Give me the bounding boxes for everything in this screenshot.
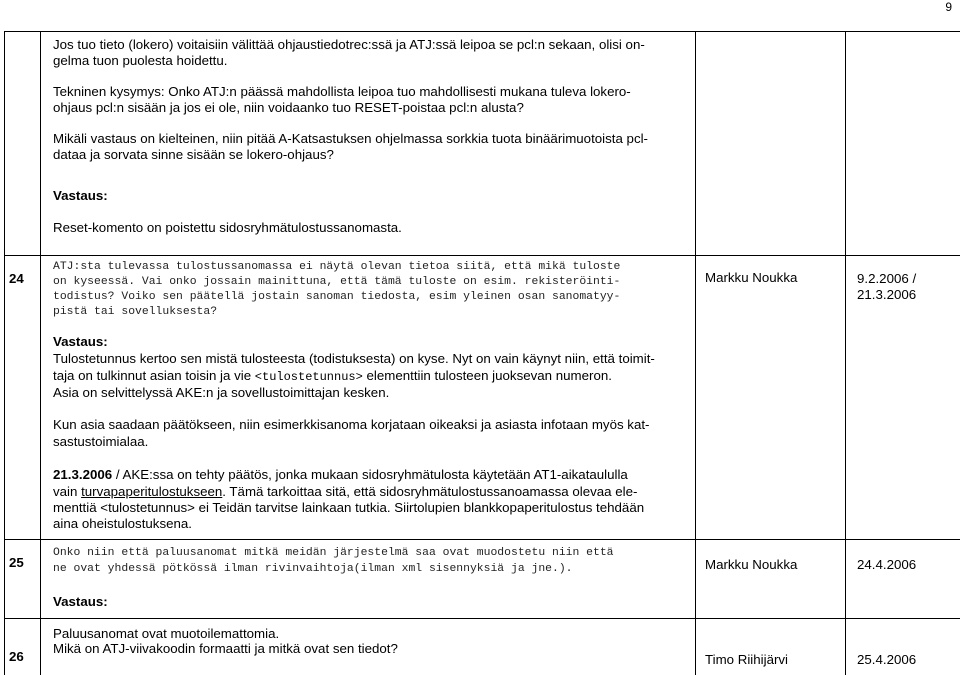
row-25-answer-label: Vastaus: bbox=[53, 594, 108, 609]
column-divider-question bbox=[695, 31, 696, 675]
row-25-question-line-1: Onko niin että paluusanomat mitkä meidän järjestelmä saa ovat muodostetu niin että bbox=[53, 547, 614, 559]
row-24-answer-line-2-pre: taja on tulkinnut asian toisin ja vie bbox=[53, 368, 255, 383]
row-24-person: Markku Noukka bbox=[705, 270, 798, 285]
column-divider-number bbox=[40, 31, 41, 675]
top-answer: Reset-komento on poistettu sidosryhmätulostussanomasta. bbox=[53, 220, 402, 235]
row-24-answer-3-line-2-pre: vain bbox=[53, 484, 82, 499]
row-24-question-line-1: ATJ:sta tulevassa tulostussanomassa ei näytä olevan tietoa siitä, että mikä tuloste bbox=[53, 261, 621, 273]
row-25-number: 25 bbox=[9, 555, 24, 570]
page-number: 9 bbox=[945, 0, 952, 14]
table-left-border bbox=[4, 31, 5, 675]
row-24-answer-3-line-2-post: . Tämä tarkoittaa sitä, että sidosryhmätulostussanoamassa olevaa ele- bbox=[222, 484, 638, 499]
row-24-date-line-2: 21.3.2006 bbox=[857, 287, 917, 302]
row-24-answer-label: Vastaus: bbox=[53, 334, 108, 349]
top-paragraph-1-line-1: Jos tuo tieto (lokero) voitaisiin välittää ohjaustiedotrec:ssä ja ATJ:ssä leipoa se pcl:n sekaan, olisi on- bbox=[53, 37, 645, 52]
row-24-number: 24 bbox=[9, 271, 24, 286]
row-24-answer-3-line-2 bbox=[53, 483, 637, 500]
row-24-answer-2-line-2: sastustoimialaa. bbox=[53, 434, 149, 449]
row-24-answer-line-2-post: elementtiin tulosteen juoksevan numeron. bbox=[362, 368, 612, 383]
row-24-answer-3-date: 21.3.2006 bbox=[53, 467, 113, 482]
row-border-25 bbox=[4, 539, 960, 540]
row-25-person: Markku Noukka bbox=[705, 557, 798, 572]
row-24-answer-3-line-1 bbox=[53, 466, 628, 483]
row-25-answer: Paluusanomat ovat muotoilemattomia. bbox=[53, 626, 280, 641]
row-26-question: Mikä on ATJ-viivakoodin formaatti ja mitkä ovat sen tiedot? bbox=[53, 641, 398, 656]
row-border-24 bbox=[4, 255, 960, 256]
row-26-person: Timo Riihijärvi bbox=[705, 652, 788, 667]
top-paragraph-3-line-2: dataa ja sorvata sinne sisään se lokero-ohjaus? bbox=[53, 147, 334, 162]
top-paragraph-1-line-2: gelma tuon puolesta hoidettu. bbox=[53, 53, 228, 68]
top-paragraph-3-line-1: Mikäli vastaus on kielteinen, niin pitää A-Katsastuksen ohjelmassa sorkkia tuota binäärimuotoista pcl- bbox=[53, 131, 648, 146]
row-24-answer-3-line-4: aina oheistulostuksena. bbox=[53, 516, 192, 531]
column-divider-person bbox=[845, 31, 846, 675]
row-24-answer-2-line-1: Kun asia saadaan päätökseen, niin esimerkkisanoma korjataan oikeaksi ja asiasta infotaan myös kat- bbox=[53, 417, 650, 432]
top-paragraph-2-line-2: ohjaus pcl:n sisään ja jos ei ole, niin voidaanko tuo RESET-poistaa pcl:n alusta? bbox=[53, 100, 524, 115]
row-26-date: 25.4.2006 bbox=[857, 652, 917, 667]
row-25-question-line-2: ne ovat yhdessä pötkössä ilman rivinvaihtoja(ilman xml sisennyksiä ja jne.). bbox=[53, 563, 573, 575]
top-answer-label: Vastaus: bbox=[53, 188, 108, 203]
row-24-question-line-4: pistä tai sovelluksesta? bbox=[53, 306, 218, 318]
row-border-26 bbox=[4, 618, 960, 619]
row-24-answer-3-line-1-text: / AKE:ssa on tehty päätös, jonka mukaan sidosryhmätulosta käytetään AT1-aikataululla bbox=[112, 467, 628, 482]
row-24-answer-line-3: Asia on selvittelyssä AKE:n ja sovellustoimittajan kesken. bbox=[53, 385, 390, 400]
row-24-answer-code-tulostetunnus: <tulostetunnus> bbox=[254, 370, 363, 384]
row-24-date-line-1: 9.2.2006 / bbox=[857, 271, 917, 286]
top-paragraph-2-line-1: Tekninen kysymys: Onko ATJ:n päässä mahdollista leipoa tuo mahdollisesti mukana tuleva lokero- bbox=[53, 84, 631, 99]
row-24-answer-line-1: Tulostetunnus kertoo sen mistä tulosteesta (todistuksesta) on kyse. Nyt on vain käynyt niin, että toimit- bbox=[53, 351, 655, 366]
row-25-date: 24.4.2006 bbox=[857, 557, 917, 572]
row-24-answer-3-link[interactable]: turvapaperitulostukseen bbox=[81, 484, 223, 499]
row-24-question-line-3: todistus? Voiko sen päätellä jostain sanoman tiedosta, esim yleinen osan sanomatyy- bbox=[53, 291, 621, 303]
row-26-number: 26 bbox=[9, 649, 24, 664]
row-24-answer-3-line-3: menttiä <tulostetunnus> ei Teidän tarvitse lainkaan tutkia. Siirtolupien blankkopaperitulostus tehdään bbox=[53, 500, 645, 515]
table-top-border bbox=[4, 31, 960, 32]
row-24-question-line-2: on kyseessä. Vai onko jossain mainittuna, että tämä tuloste on esim. rekisteröinti- bbox=[53, 276, 621, 288]
